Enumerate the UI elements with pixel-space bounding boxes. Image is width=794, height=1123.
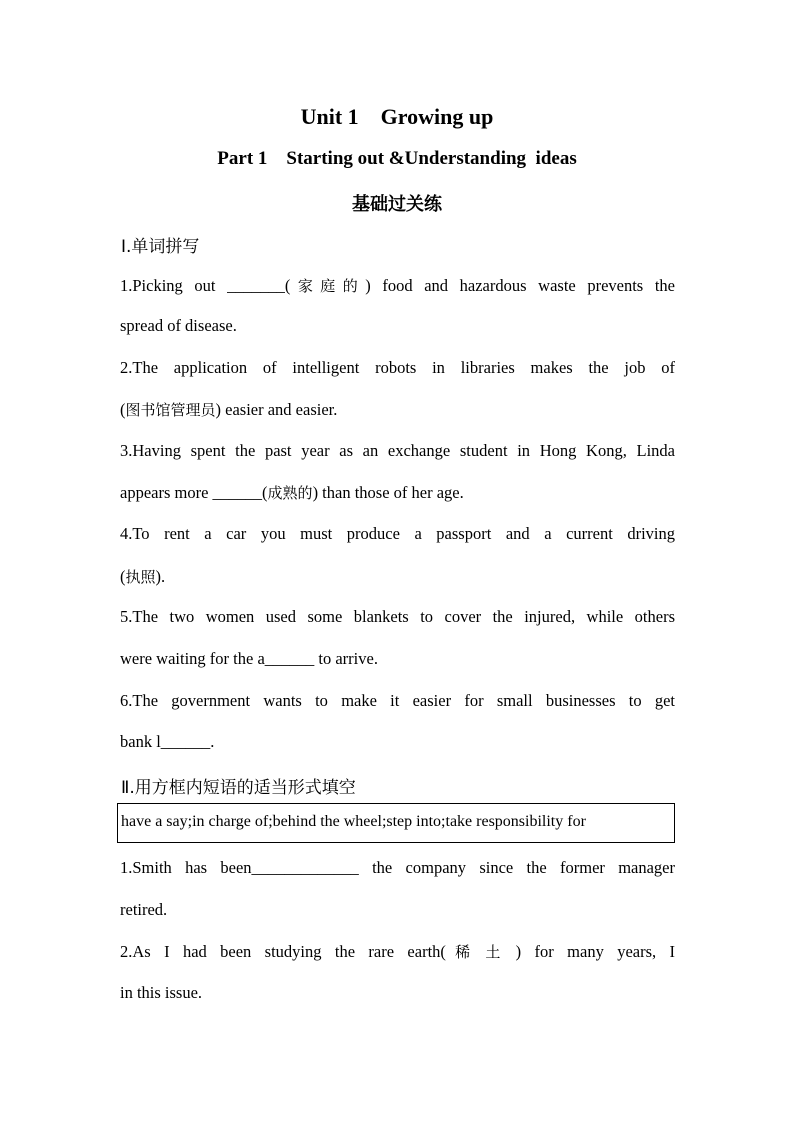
q1-line-1: 1.Picking out _______(家庭的) food and hazardous waste prevents the bbox=[120, 276, 675, 295]
q5-line-1: 5.The two women used some blankets to cover the injured, while others bbox=[120, 607, 675, 626]
part-title: Part 1 Starting out &Understanding ideas bbox=[217, 148, 577, 169]
unit-title: Unit 1 Growing up bbox=[300, 104, 494, 129]
section-2-heading: Ⅱ.用方框内短语的适当形式填空 bbox=[121, 778, 356, 798]
q2-line-1: 2.The application of intelligent robots in libraries makes the job of bbox=[120, 358, 675, 377]
s2-q1-line-1: 1.Smith has been_____________ the company since the former manager bbox=[120, 858, 675, 877]
s2-q1-line-2: retired. bbox=[120, 900, 168, 919]
q1-line-2: spread of disease. bbox=[120, 316, 237, 335]
q3-line-2: appears more ______(成熟的) than those of her age. bbox=[120, 483, 464, 502]
phrase-box bbox=[117, 803, 675, 843]
exercise-subtitle: 基础过关练 bbox=[352, 194, 442, 215]
q5-line-2: were waiting for the a______ to arrive. bbox=[120, 649, 378, 668]
section-1-heading: Ⅰ.单词拼写 bbox=[121, 237, 200, 257]
q3-line-1: 3.Having spent the past year as an exchange student in Hong Kong, Linda bbox=[120, 441, 675, 460]
s2-q2-line-1: 2.As I had been studying the rare earth(稀土) for many years, I bbox=[120, 942, 675, 961]
phrase-list: have a say;in charge of;behind the wheel;step into;take responsibility for bbox=[121, 813, 586, 830]
q6-line-1: 6.The government wants to make it easier for small businesses to get bbox=[120, 691, 675, 710]
q2-line-2: (图书馆管理员) easier and easier. bbox=[120, 400, 338, 419]
q4-line-2: (执照). bbox=[120, 567, 166, 586]
q6-line-2: bank l______. bbox=[120, 732, 215, 751]
s2-q2-line-2: in this issue. bbox=[120, 983, 203, 1002]
q4-line-1: 4.To rent a car you must produce a passport and a current driving bbox=[120, 524, 675, 543]
